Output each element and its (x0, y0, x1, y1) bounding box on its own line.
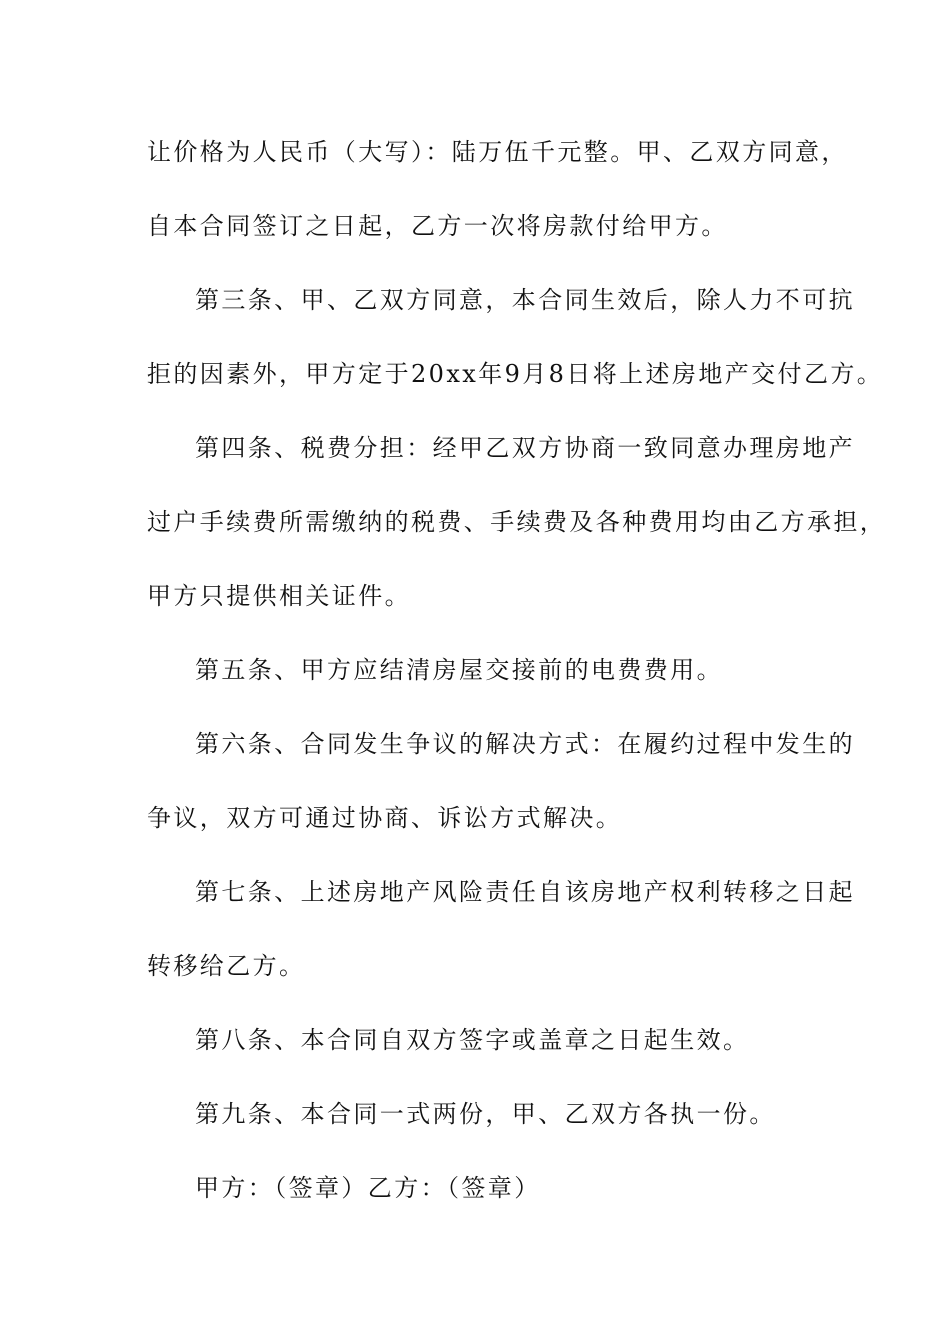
text-line: 第三条、甲、乙双方同意，本合同生效后，除人力不可抗 (195, 286, 855, 314)
text-line: 第六条、合同发生争议的解决方式：在履约过程中发生的 (195, 730, 855, 758)
text-line: 第四条、税费分担：经甲乙双方协商一致同意办理房地产 (195, 434, 855, 462)
text-line: 让价格为人民币（大写）：陆万伍千元整。甲、乙双方同意， (147, 138, 848, 166)
text-line: 第八条、本合同自双方签字或盖章之日起生效。 (195, 1026, 750, 1054)
text-line: 第七条、上述房地产风险责任自该房地产权利转移之日起 (195, 878, 855, 906)
text-line: 争议，双方可通过协商、诉讼方式解决。 (147, 804, 623, 832)
text-line: 第五条、甲方应结清房屋交接前的电费费用。 (195, 656, 723, 684)
text-line: 转移给乙方。 (147, 952, 306, 980)
text-line: 自本合同签订之日起，乙方一次将房款付给甲方。 (147, 212, 728, 240)
text-line: 第九条、本合同一式两份，甲、乙双方各执一份。 (195, 1100, 776, 1128)
text-line: 甲方只提供相关证件。 (147, 582, 411, 610)
text-line: 过户手续费所需缴纳的税费、手续费及各种费用均由乙方承担， (147, 508, 887, 536)
text-line: 拒的因素外，甲方定于20xx年9月8日将上述房地产交付乙方。 (147, 360, 884, 388)
signature-line: 甲方：（签章）乙方：（签章） (195, 1174, 541, 1202)
